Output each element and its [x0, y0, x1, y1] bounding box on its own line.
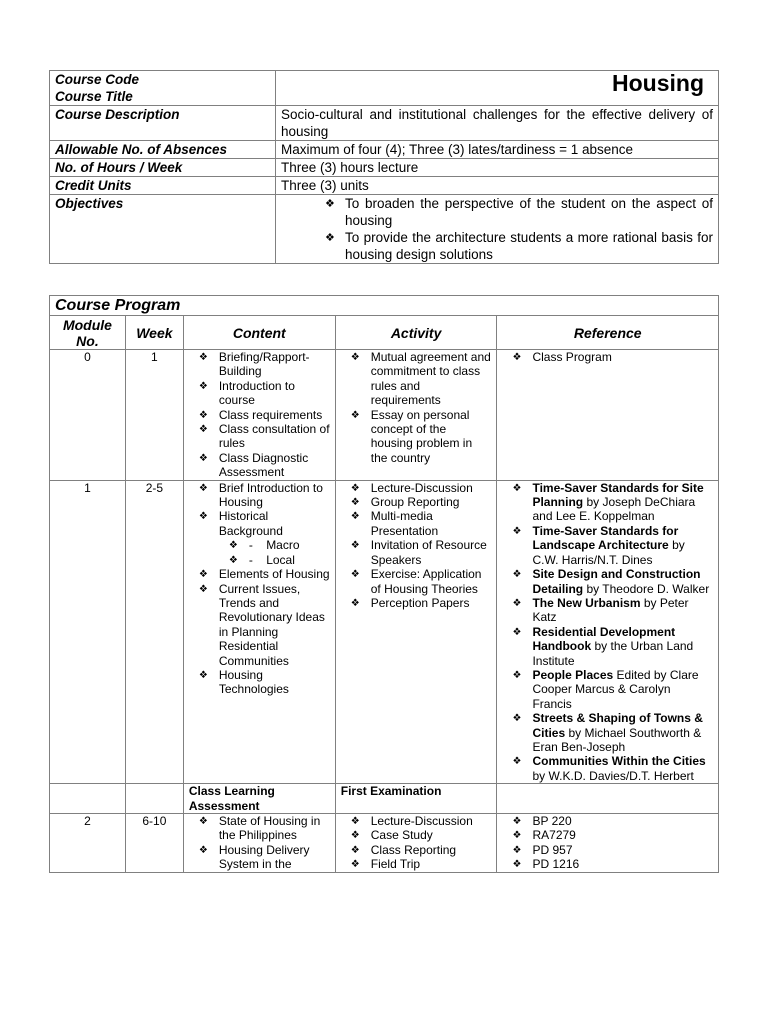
- objective-item: ❖ To broaden the perspective of the student on the aspect of housing: [281, 195, 713, 229]
- content-cell: [183, 480, 335, 784]
- module-cell: 2: [50, 814, 126, 873]
- reference-title: Residential Development Handbook: [532, 624, 676, 654]
- module-cell: 0: [50, 350, 126, 481]
- list-item: ❖ Housing Delivery System in the: [189, 843, 330, 872]
- sub-item: ❖ - Macro: [219, 538, 330, 552]
- list-item: ❖ Case Study: [341, 828, 492, 842]
- list-item: ❖ Introduction to course: [189, 379, 330, 408]
- sub-item-label: Macro: [266, 538, 300, 553]
- reference-item: [502, 754, 713, 783]
- objective-item: ❖ To provide the architecture students a more rational basis for housing design solutions: [281, 229, 713, 263]
- absences-value: Maximum of four (4); Three (3) lates/tardiness = 1 absence: [276, 141, 719, 159]
- reference-cell: [497, 480, 719, 784]
- course-title-label: Course Title: [55, 89, 133, 104]
- reference-author: by Peter Katz: [532, 595, 689, 625]
- sub-item-label: Local: [266, 552, 295, 567]
- reference-item: [502, 596, 713, 625]
- hours-value: Three (3) hours lecture: [276, 159, 719, 177]
- week-cell: 1: [125, 350, 183, 481]
- activity-cell: [335, 350, 497, 481]
- list-item: ❖ Mutual agreement and commitment to class rules and requirements: [341, 350, 492, 408]
- course-code-title-labels: [50, 71, 276, 106]
- list-item: ❖ Class Diagnostic Assessment: [189, 451, 330, 480]
- week-cell: 6-10: [125, 814, 183, 873]
- reference-author: by the Urban Land Institute: [532, 639, 694, 668]
- list-item: ❖ Field Trip: [341, 857, 492, 871]
- units-label: Credit Units: [50, 177, 276, 195]
- reference-cell: [497, 784, 719, 814]
- list-item: ❖ Elements of Housing: [189, 567, 330, 581]
- assessment-content: Class Learning Assessment: [183, 784, 335, 814]
- reference-item: [502, 625, 713, 668]
- week-cell: [125, 784, 183, 814]
- units-value: Three (3) units: [276, 177, 719, 195]
- list-item: ❖ Class consultation of rules: [189, 422, 330, 451]
- table-row: [50, 350, 719, 481]
- reference-title: Time-Saver Standards for Landscape Architecture: [532, 523, 679, 553]
- list-item: ❖ Class Reporting: [341, 843, 492, 857]
- reference-title: Streets & Shaping of Towns & Cities: [532, 711, 703, 740]
- list-item: ❖ Group Reporting: [341, 495, 492, 509]
- course-title-cell: [276, 71, 719, 106]
- content-cell: [183, 350, 335, 481]
- course-program-table: [49, 295, 719, 873]
- header-content: Content: [183, 316, 335, 350]
- table-row: [50, 480, 719, 784]
- reference-title: Site Design and Construction Detailing: [532, 567, 701, 596]
- reference-item: [502, 481, 713, 524]
- module-cell: 1: [50, 480, 126, 784]
- reference-title: The New Urbanism: [532, 595, 641, 610]
- list-item: ❖ Class Program: [502, 350, 713, 364]
- header-module: Module No.: [50, 316, 126, 350]
- list-item-label: Historical Background: [218, 509, 283, 538]
- table-row: [50, 814, 719, 873]
- activity-cell: [335, 814, 497, 873]
- list-item: ❖ Current Issues, Trends and Revolutionary Ideas in Planning Residential Communities: [189, 582, 330, 668]
- reference-title: People Places: [532, 667, 614, 682]
- sub-item: ❖ - Local: [219, 553, 330, 567]
- course-code-label: Course Code: [55, 72, 140, 87]
- reference-author: by C.W. Harris/N.T. Dines: [532, 538, 685, 567]
- hours-label: No. of Hours / Week: [50, 159, 276, 177]
- table-row: [50, 784, 719, 814]
- reference-author: by W.K.D. Davies/D.T. Herbert: [532, 768, 694, 783]
- list-item: ❖ Invitation of Resource Speakers: [341, 538, 492, 567]
- list-item: ❖ Briefing/Rapport-Building: [189, 350, 330, 379]
- list-item: [189, 509, 330, 567]
- reference-cell: [497, 350, 719, 481]
- objectives-value: [276, 195, 719, 264]
- reference-title: Communities Within the Cities: [532, 754, 706, 769]
- list-item: ❖ Lecture-Discussion: [341, 481, 492, 495]
- description-value: Socio-cultural and institutional challenges for the effective delivery of housing: [276, 106, 719, 141]
- list-item: ❖ Lecture-Discussion: [341, 814, 492, 828]
- reference-author: by Joseph DeChiara and Lee E. Koppelman: [532, 495, 696, 524]
- reference-item: [502, 524, 713, 567]
- list-item: ❖ Exercise: Application of Housing Theories: [341, 567, 492, 596]
- reference-author: by Theodore D. Walker: [583, 581, 710, 596]
- list-item: ❖ Essay on personal concept of the housing problem in the country: [341, 408, 492, 466]
- activity-cell: [335, 480, 497, 784]
- course-program-title: Course Program: [50, 296, 719, 316]
- list-item: ❖ PD 957: [502, 843, 713, 857]
- absences-label: Allowable No. of Absences: [50, 141, 276, 159]
- list-item: ❖ State of Housing in the Philippines: [189, 814, 330, 843]
- list-item: ❖ BP 220: [502, 814, 713, 828]
- course-title: Housing: [612, 70, 704, 96]
- description-label: Course Description: [50, 106, 276, 141]
- reference-author: by Michael Southworth & Eran Ben-Joseph: [532, 725, 702, 754]
- reference-author: Edited by Clare Cooper Marcus & Carolyn Francis: [532, 667, 699, 711]
- reference-item: [502, 668, 713, 711]
- module-cell: [50, 784, 126, 814]
- reference-item: [502, 567, 713, 596]
- reference-item: [502, 711, 713, 754]
- header-week: Week: [125, 316, 183, 350]
- assessment-activity: First Examination: [335, 784, 497, 814]
- header-reference: Reference: [497, 316, 719, 350]
- list-item: ❖ Housing Technologies: [189, 668, 330, 697]
- header-activity: Activity: [335, 316, 497, 350]
- list-item: ❖ Multi-media Presentation: [341, 509, 492, 538]
- reference-cell: [497, 814, 719, 873]
- reference-title: Time-Saver Standards for Site Planning: [532, 480, 704, 510]
- content-cell: [183, 814, 335, 873]
- list-item: ❖ PD 1216: [502, 857, 713, 871]
- week-cell: 2-5: [125, 480, 183, 784]
- list-item: ❖ Perception Papers: [341, 596, 492, 610]
- list-item: ❖ RA7279: [502, 828, 713, 842]
- objectives-label: Objectives: [50, 195, 276, 264]
- list-item: ❖ Class requirements: [189, 408, 330, 422]
- list-item: ❖ Brief Introduction to Housing: [189, 481, 330, 510]
- course-info-table: [49, 70, 719, 264]
